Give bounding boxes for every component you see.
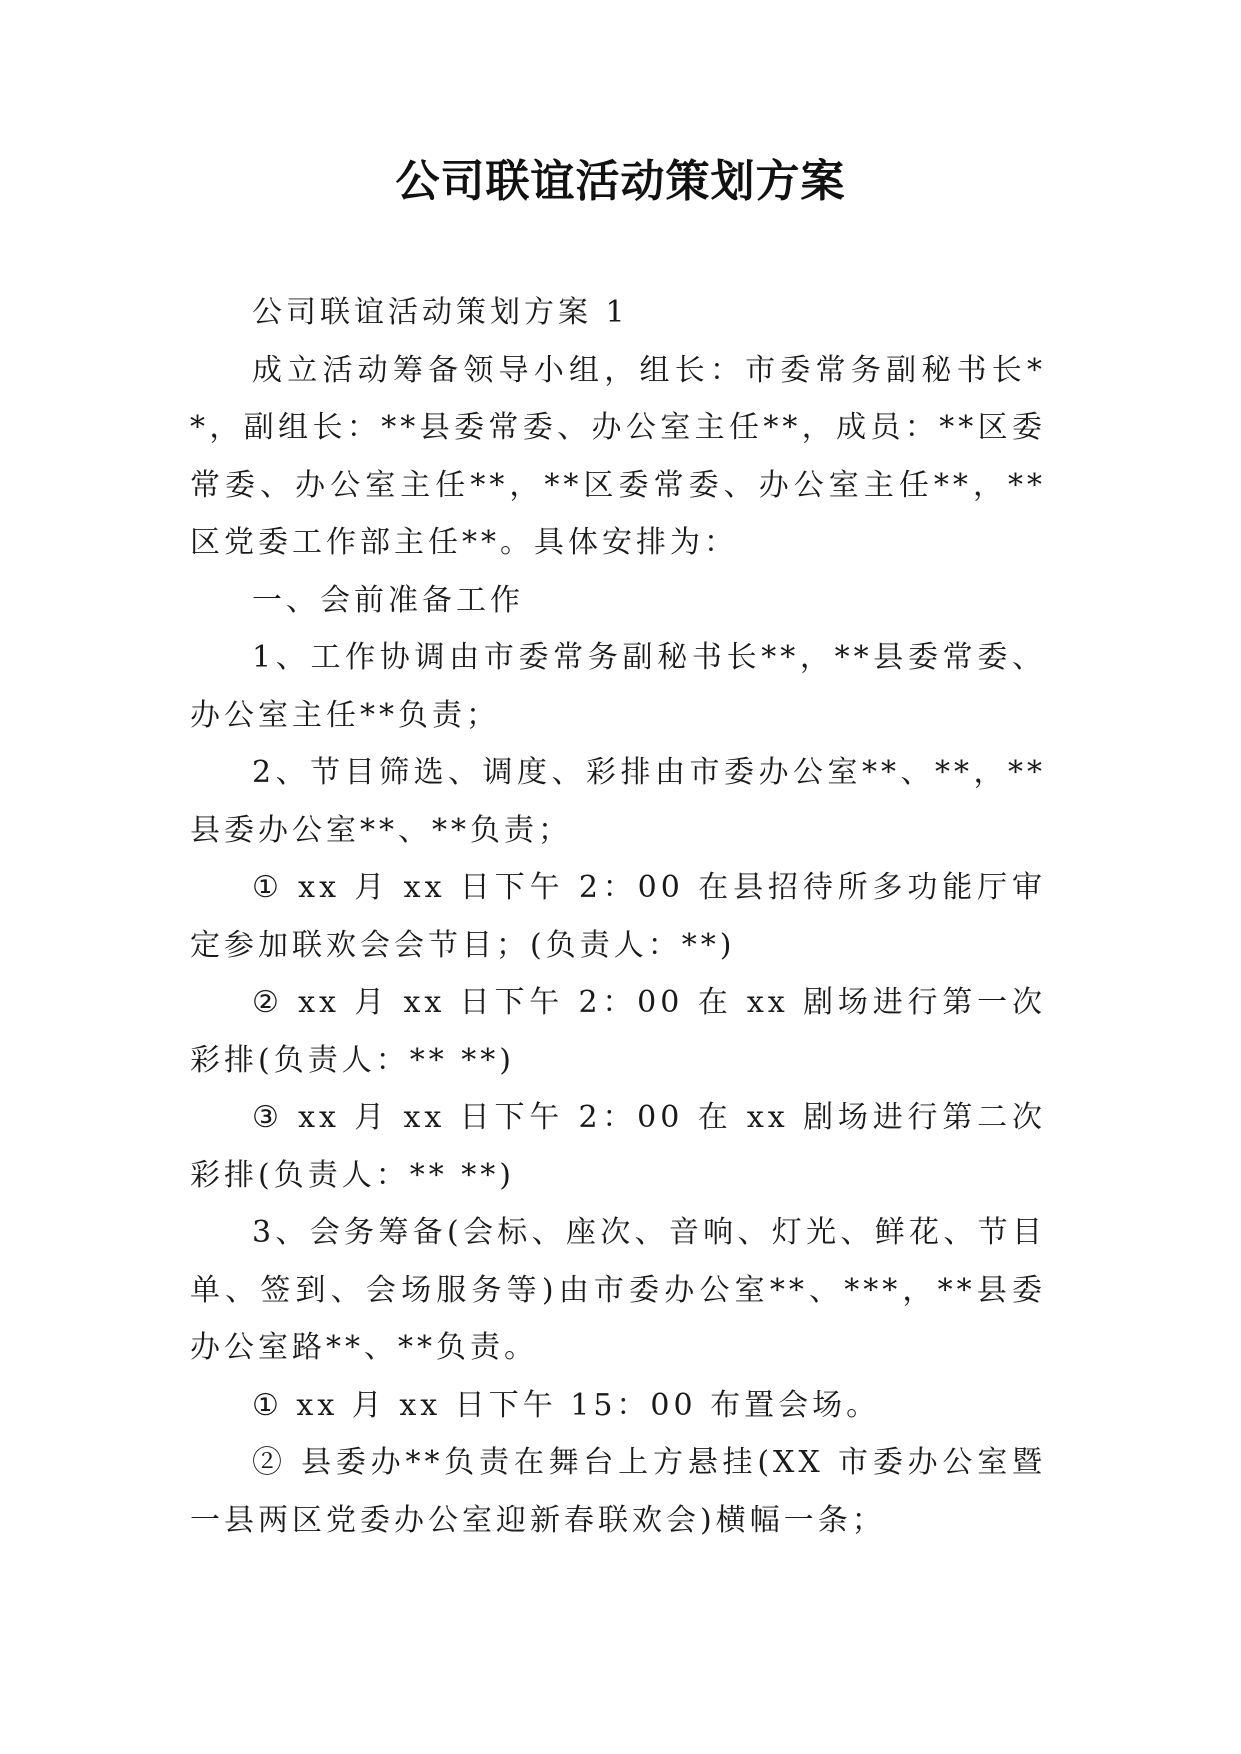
- sub-item-first-rehearsal: ② xx 月 xx 日下午 2：00 在 xx 剧场进行第一次彩排(负责人：** **): [190, 985, 1046, 1078]
- sub-item-review: ① xx 月 xx 日下午 2：00 在县招待所多功能厅审定参加联欢会会节目；(负责人：**): [190, 870, 1046, 963]
- sub-item-second-rehearsal: ③ xx 月 xx 日下午 2：00 在 xx 剧场进行第二次彩排(负责人：** **): [190, 1100, 1046, 1193]
- sub-item-venue-setup: ① xx 月 xx 日下午 15：00 布置会场。: [252, 1387, 881, 1423]
- list-item-coordination: 1、工作协调由市委常务副秘书长**，**县委常委、办公室主任**负责；: [190, 640, 1046, 733]
- paragraph-leadership-group: 成立活动筹备领导小组，组长：市委常务副秘书长**，副组长：**县委常委、办公室主任**，成员：**区委常委、办公室主任**，**区委常委、办公室主任**，**区党委工作部主任**。具体安排为：: [190, 352, 1046, 560]
- list-item-program-selection: 2、节目筛选、调度、彩排由市委办公室**、**，**县委办公室**、**负责；: [190, 755, 1046, 848]
- paragraph-heading-1: 公司联谊活动策划方案 1: [252, 295, 629, 330]
- list-item-meeting-affairs: 3、会务筹备(会标、座次、音响、灯光、鲜花、节目单、签到、会场服务等)由市委办公室**、***，**县委办公室路**、**负责。: [190, 1215, 1046, 1365]
- document-body: [190, 284, 1046, 1549]
- section-heading-preparation: 一、会前准备工作: [252, 582, 524, 618]
- document-title: 公司联谊活动策划方案: [395, 156, 846, 207]
- sub-item-banner: ② 县委办**负责在舞台上方悬挂(XX 市委办公室暨一县两区党委办公室迎新春联欢会)横幅一条；: [190, 1445, 1046, 1538]
